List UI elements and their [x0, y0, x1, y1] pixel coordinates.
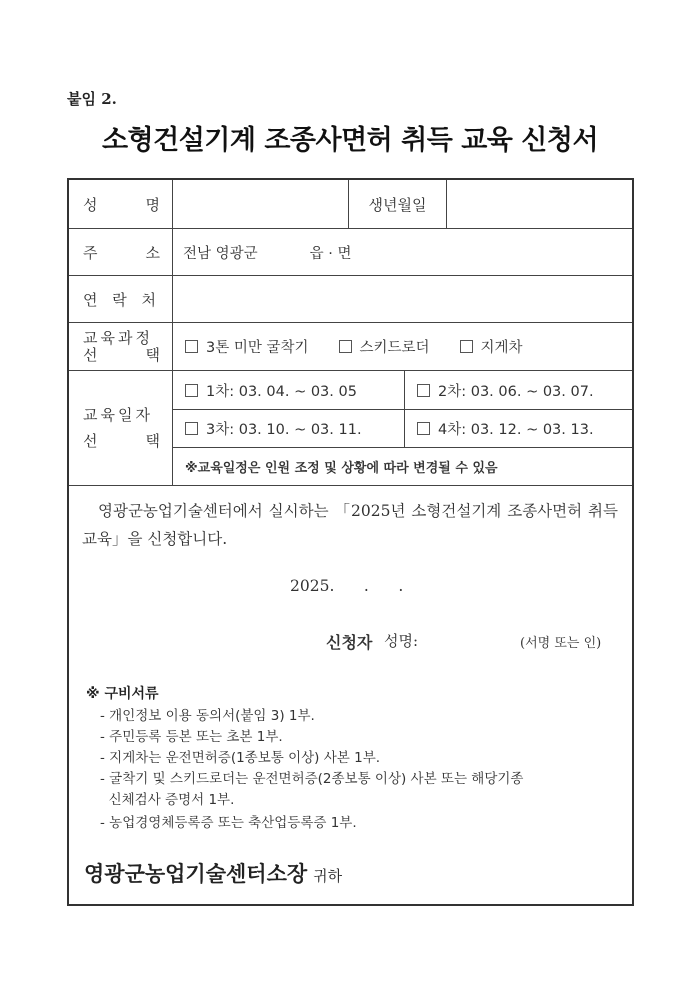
document-item: - 농업경영체등록증 또는 축산업등록증 1부. — [100, 815, 357, 831]
label-char: 락 — [112, 290, 127, 309]
address-label — [69, 229, 172, 275]
course-label-line1: 교육과정 — [83, 328, 153, 347]
schedule-option-2[interactable] — [405, 371, 632, 409]
option-label: 3톤 미만 굴착기 — [206, 340, 309, 356]
applicant-name-label: 성명: — [384, 632, 419, 650]
application-date[interactable]: 2025. . . — [290, 577, 404, 595]
schedule-label-line2 — [83, 428, 160, 454]
label-char: 선 — [83, 345, 98, 364]
schedule-label — [69, 371, 172, 485]
birth-field[interactable] — [447, 180, 632, 228]
address-suffix: 읍 · 면 — [309, 245, 352, 262]
checkbox-icon[interactable] — [417, 384, 430, 397]
course-options — [173, 323, 632, 370]
schedule-option-1[interactable] — [173, 371, 404, 409]
checkbox-icon[interactable] — [185, 384, 198, 397]
option-label: 1차: 03. 04. ~ 03. 05 — [206, 383, 357, 400]
option-label: 스키드로더 — [359, 340, 430, 356]
honorific: 귀하 — [313, 867, 343, 885]
document-item: - 지게차는 운전면허증(1종보통 이상) 사본 1부. — [100, 750, 381, 766]
option-label: 2차: 03. 06. ~ 03. 07. — [438, 383, 594, 400]
addressee-name: 영광군농업기술센터소장 — [84, 861, 308, 886]
course-label-line2 — [83, 347, 160, 364]
course-option-skid-loader[interactable] — [339, 336, 430, 357]
name-label — [69, 180, 172, 228]
schedule-label-line1: 교육일자 — [83, 406, 153, 424]
addressee — [84, 858, 342, 888]
contact-field[interactable] — [173, 276, 632, 322]
form-title: 소형건설기계 조종사면허 취득 교육 신청서 — [101, 125, 599, 156]
document-item: - 주민등록 등본 또는 초본 1부. — [100, 729, 283, 745]
checkbox-icon[interactable] — [185, 340, 198, 353]
checkbox-icon[interactable] — [185, 422, 198, 435]
label-char: 택 — [145, 432, 160, 450]
attachment-label: 붙임 2. — [67, 90, 117, 108]
label-char: 처 — [141, 290, 156, 309]
label-char: 소 — [145, 243, 160, 262]
label-char: 주 — [83, 243, 98, 262]
label-char: 택 — [145, 345, 160, 364]
checkbox-icon[interactable] — [417, 422, 430, 435]
document-item: - 굴착기 및 스키드로더는 운전면허증(2종보통 이상) 사본 또는 해당기종 — [100, 771, 524, 787]
course-option-forklift[interactable] — [460, 336, 523, 357]
course-label — [69, 323, 172, 370]
label-char: 명 — [145, 195, 160, 214]
schedule-option-3[interactable] — [173, 410, 404, 447]
label-char: 성 — [83, 195, 98, 214]
birth-label: 생년월일 — [368, 195, 427, 214]
address-prefix: 전남 영광군 — [183, 245, 258, 262]
checkbox-icon[interactable] — [460, 340, 473, 353]
applicant-label: 신청자 — [326, 633, 373, 652]
option-label: 3차: 03. 10. ~ 03. 11. — [206, 422, 362, 438]
address-field[interactable] — [173, 229, 632, 275]
label-char: 선 — [83, 432, 98, 450]
course-option-excavator[interactable] — [185, 336, 309, 357]
option-label: 지게차 — [480, 340, 523, 356]
required-documents-heading: ※ 구비서류 — [86, 686, 159, 702]
row-divider — [69, 485, 632, 486]
checkbox-icon[interactable] — [339, 340, 352, 353]
document-item: - 개인정보 이용 동의서(붙임 3) 1부. — [100, 708, 315, 724]
signature-hint: (서명 또는 인) — [520, 636, 602, 651]
schedule-option-4[interactable] — [405, 410, 632, 447]
application-statement — [82, 497, 618, 553]
name-field[interactable] — [173, 180, 348, 228]
document-item: 신체검사 증명서 1부. — [100, 792, 235, 808]
option-label: 4차: 03. 12. ~ 03. 13. — [438, 422, 594, 438]
schedule-note: ※교육일정은 인원 조정 및 상황에 따라 변경될 수 있음 — [185, 461, 498, 476]
contact-label — [69, 276, 172, 322]
label-char: 연 — [83, 290, 98, 309]
statement-text: 영광군농업기술센터에서 실시하는 「2025년 소형건설기계 조종사면허 취득 교육」을 신청합니다. — [82, 502, 618, 548]
